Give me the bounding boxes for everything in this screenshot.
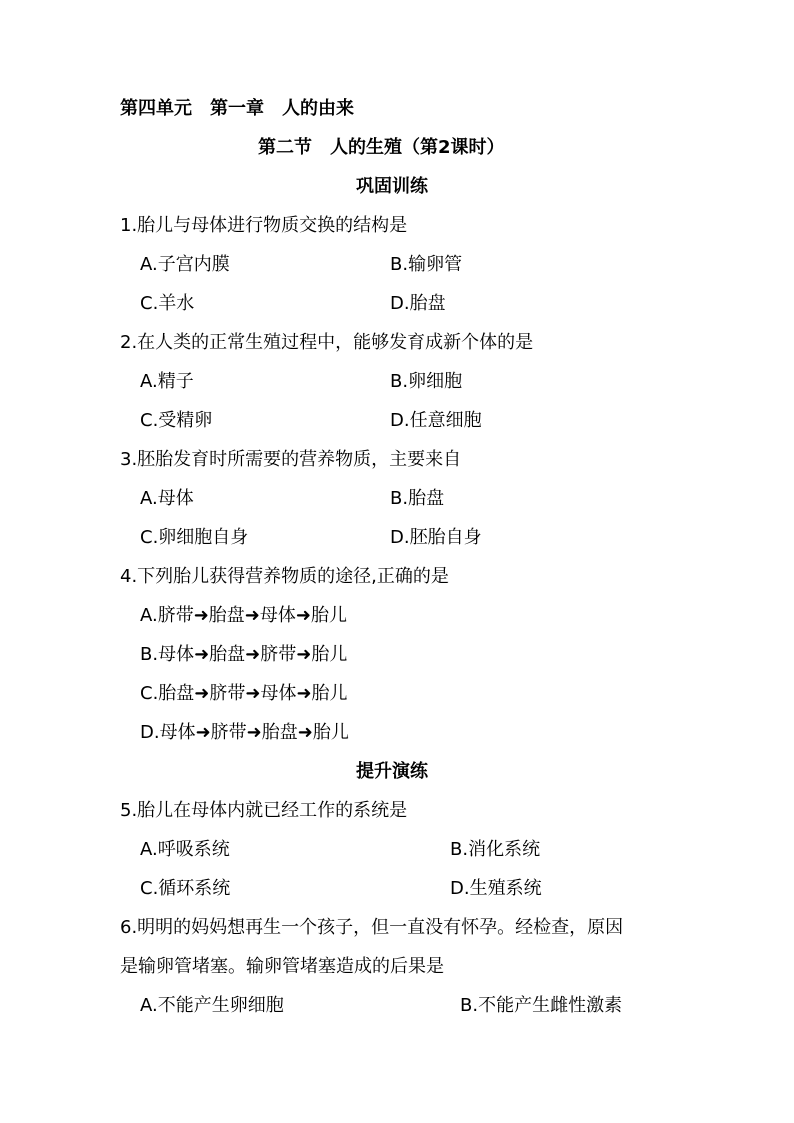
option-c: C.受精卵 (140, 410, 213, 431)
unit-chapter-line: 第四单元 第一章 人的由来 (120, 98, 354, 119)
option-d: D.胚胎自身 (390, 527, 482, 548)
option-a: A.呼吸系统 (140, 839, 230, 860)
option-b: B.胎盘 (390, 488, 445, 509)
option-d: D.母体➜脐带➜胎盘➜胎儿 (140, 722, 349, 743)
question-stem: 4.下列胎儿获得营养物质的途径,正确的是 (120, 566, 449, 587)
question-stem: 2.在人类的正常生殖过程中，能够发育成新个体的是 (120, 332, 534, 353)
section-heading-improvement: 提升演练 (356, 761, 428, 782)
option-b: B.卵细胞 (390, 371, 463, 392)
section-title: 第二节 人的生殖（第2课时） (258, 137, 505, 158)
option-c: C.卵细胞自身 (140, 527, 249, 548)
option-c: C.循环系统 (140, 878, 231, 899)
option-d: D.胎盘 (390, 293, 446, 314)
section-heading-consolidation: 巩固训练 (356, 176, 428, 197)
option-a: A.子宫内膜 (140, 254, 230, 275)
question-stem: 5.胎儿在母体内就已经工作的系统是 (120, 800, 408, 821)
option-c: C.羊水 (140, 293, 195, 314)
question-stem-line2: 是输卵管堵塞。输卵管堵塞造成的后果是 (120, 956, 444, 977)
option-b: B.消化系统 (450, 839, 541, 860)
option-a: A.不能产生卵细胞 (140, 995, 284, 1016)
question-stem-line1: 6.明明的妈妈想再生一个孩子，但一直没有怀孕。经检查，原因 (120, 917, 624, 938)
option-b: B.输卵管 (390, 254, 463, 275)
option-d: D.生殖系统 (450, 878, 542, 899)
option-d: D.任意细胞 (390, 410, 482, 431)
option-b: B.母体➜胎盘➜脐带➜胎儿 (140, 644, 348, 665)
question-stem: 1.胎儿与母体进行物质交换的结构是 (120, 215, 408, 236)
option-a: A.母体 (140, 488, 194, 509)
option-a: A.脐带➜胎盘➜母体➜胎儿 (140, 605, 347, 626)
option-a: A.精子 (140, 371, 194, 392)
option-c: C.胎盘➜脐带➜母体➜胎儿 (140, 683, 348, 704)
question-stem: 3.胚胎发育时所需要的营养物质，主要来自 (120, 449, 462, 470)
option-b: B.不能产生雌性激素 (460, 995, 623, 1016)
